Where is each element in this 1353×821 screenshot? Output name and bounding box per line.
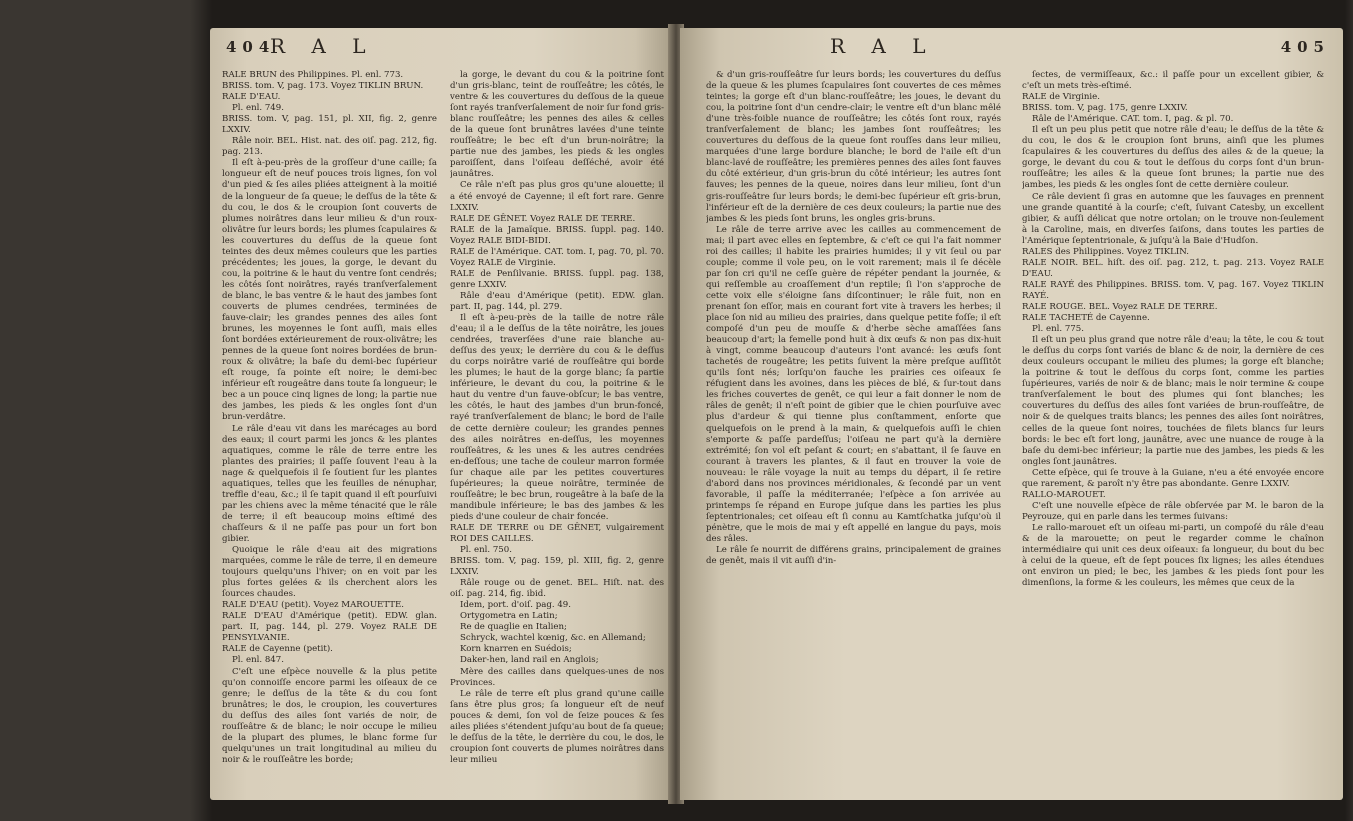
paragraph: C'eſt une nouvelle eſpèce de râle obſervée par M. le baron de la Peyrouze, qui en parle dans les termes ſuivans: xyxy=(1022,500,1324,522)
paragraph: RALLO-MAROUET. xyxy=(1022,489,1106,500)
paragraph: RALE de la Jamaïque. BRISS. ſuppl. pag. 140. Voyez RALE BIDI-BIDI. xyxy=(450,224,664,246)
paragraph: Le rallo-marouet eſt un oiſeau mi-parti, un compoſé du râle d'eau & de la marouette; on peut le regarder comme le chaînon intermédiaire qui unit ces deux oiſeaux: ſa longueur, du bout du bec à celui de la queue, eſt de ſept pouces ſix lignes; les ailes étendues ont environ un pied; le bec, les jambes & les pieds ſont pour les dimenſions, la forme & les couleurs, les mêmes que ceux de la xyxy=(1022,522,1324,589)
right-page-header xyxy=(700,32,1330,60)
right-page-column-2 xyxy=(1022,70,1324,796)
right-running-head: R A L xyxy=(830,34,936,58)
paragraph: RALE ROUGE. BEL. Voyez RALE DE TERRE. xyxy=(1022,301,1218,312)
left-page-column-2 xyxy=(450,70,664,796)
right-page-number: 405 xyxy=(1280,38,1330,56)
left-page-column-1 xyxy=(222,70,437,796)
left-running-head: R A L xyxy=(270,34,376,58)
paragraph: RALE NOIR. BEL. hiſt. des oiſ. pag. 212, t. pag. 213. Voyez RALE D'EAU. xyxy=(1022,257,1324,279)
paragraph: Mère des cailles dans quelques-unes de nos Provinces. xyxy=(450,666,664,688)
paragraph: RALE BRUN des Philippines. Pl. enl. 773. xyxy=(222,70,404,80)
paragraph: Le râle de terre arrive avec les cailles au commencement de mai; il part avec elles en ſeptembre, & c'eſt ce qui l'a fait nommer roi des cailles; il habite les prairies humides; il y vit ſeul ou par couple; comme il vole peu, on le voit rarement; mais il ſe décèle par ſon cri qu'il ne ceſſe guère de répéter pendant la journée, & qui reſſemble au croaſſement d'un reptile; ſi l'on s'approche de cette voix elle s'éloigne ſans diſcontinuer; le râle fuit, non en prenant ſon eſſor, mais en courant fort vite à travers les herbes; il place ſon nid au milieu des prairies, dans quelque petite foſſe; il eſt compoſé d'un peu de mouſſe & d'herbe sèche amaſſées ſans beaucoup d'art; la femelle pond huit à dix œufs & non pas dix-huit à vingt, comme beaucoup d'auteurs l'ont avancé: les œufs ſont tachetés de rougeâtre; les petits ſuivent la mère preſque auſſitôt qu'ils ſont nés; lorſqu'on fauche les prairies ces oiſeaux ſe réfugient dans les avoines, dans les pièces de blé, & ſur-tout dans les friches couvertes de genêt, ce qui leur a fait donner le nom de râles de genêt; il n'eſt point de gibier que le chien pourſuive avec plus d'ardeur & qui tienne plus conſtamment, enſorte que quelquefois on le prend à la main, & quelquefois auſſi le chien s'emporte & paſſe pardeſſus; l'oiſeau ne part qu'à la dernière extrémité; ſon vol eſt peſant & court; en s'abattant, il ſe ſauve en courant à travers les plantes, & il faut en trouver la voie de nouveau: le râle voyage la nuit au temps du départ, il ſe retire d'abord dans nos provinces méridionales, & ſecondé par un vent favorable, il paſſe la méditerranée; l'eſpèce a ſon arrivée au printemps ſe répand en Europe juſque dans les parties les plus ſeptentrionales; cet oiſeau eſt ſi connu au Kamtſchatka juſqu'où il pénètre, que le mois de mai y eſt appellé en langue du pays, mois des râles. xyxy=(706,224,1001,544)
left-page-number: 404 xyxy=(226,38,276,56)
left-page-header xyxy=(226,32,656,60)
paragraph: Idem, port. d'oiſ. pag. 49. xyxy=(460,600,571,611)
paragraph: Râle noir. BEL. Hist. nat. des oiſ. pag. 212, fig. pag. 213. xyxy=(222,136,437,158)
paragraph: Re de quaglie en Italien; xyxy=(460,622,567,633)
paragraph: Pl. enl. 775. xyxy=(1032,324,1084,335)
paragraph: Schryck, wachtel kœnig, &c. en Allemand; xyxy=(460,633,646,644)
paragraph: Quoique le râle d'eau ait des migrations marquées, comme le râle de terre, il en demeure toujours quelqu'uns l'hiver; on en voit par les plus fortes gelées & ils cherchent alors les ſources chaudes. xyxy=(222,545,437,600)
paragraph: RALES des Philippines. Voyez TIKLIN. xyxy=(1022,246,1189,257)
paragraph: Korn knarren en Suédois; xyxy=(460,644,572,655)
paragraph: Pl. enl. 750. xyxy=(460,545,512,556)
paragraph: RALE DE GÊNET. Voyez RALE DE TERRE. xyxy=(450,213,636,224)
paragraph: Il eſt un peu plus petit que notre râle d'eau; le deſſus de la tête & du cou, le dos & le croupion ſont bruns, ainſi que les plumes ſcapulaires & les couvertures du deſſus des ailes & de la queue; la gorge, le devant du cou & tout le deſſous du corps ſont d'un brun-rouſſeâtre; les ailes & la queue ſont brunes; la partie nue des jambes, les pieds & les ongles ſont de cette dernière couleur. xyxy=(1022,125,1324,191)
paragraph: RALE TACHETÉ de Cayenne. xyxy=(1022,313,1150,324)
right-page-column-1 xyxy=(706,70,1001,796)
paragraph: BRISS. tom. V, pag. 173. Voyez TIKLIN BRUN. xyxy=(222,81,424,92)
paragraph: Râle d'eau d'Amérique (petit). EDW. glan. part. II, pag. 144, pl. 279. xyxy=(450,290,664,312)
paragraph: C'eſt une eſpèce nouvelle & la plus petite qu'on connoiſſe encore parmi les oiſeaux de ce genre; le deſſus de la tête & du cou ſont brunâtres; le dos, le croupion, les couvertures du deſſus des ailes ſont variés de noir, de rouſſeâtre & de blanc; le noir occupe le milieu de la plupart des plumes, le blanc forme ſur quelqu'unes un trait longitudinal au milieu du noir & le rouſſeâtre les borde; xyxy=(222,666,437,765)
paragraph: Le râle de terre eſt plus grand qu'une caille ſans être plus gros; ſa longueur eſt de neuf pouces & demi, ſon vol de ſeize pouces & ſes ailes pliées s'étendent juſqu'au bout de ſa queue; le deſſus de la tête, le derrière du cou, le dos, le croupion ſont couverts de plumes noirâtres dans leur milieu xyxy=(450,688,664,765)
paragraph: Pl. enl. 749. xyxy=(232,103,284,114)
paragraph: RALE de l'Amérique. CAT. tom. I, pag. 70, pl. 70. Voyez RALE de Virginie. xyxy=(450,246,664,268)
paragraph: RALE RAYÉ des Philippines. BRISS. tom. V, pag. 167. Voyez TIKLIN RAYÉ. xyxy=(1022,279,1324,301)
paragraph: RALE de Cayenne (petit). xyxy=(222,644,333,655)
paragraph: Râle de l'Amérique. CAT. tom. I, pag. & pl. 70. xyxy=(1032,114,1234,125)
paragraph: Ortygometra en Latin; xyxy=(460,611,558,622)
paragraph: BRISS. tom. V, pag. 151, pl. XII, fig. 2, genre LXXIV. xyxy=(222,114,437,136)
paragraph: la gorge, le devant du cou & la poitrine ſont d'un gris-blanc, teint de rouſſeâtre; les côtés, le ventre & les couvertures du deſſous de la queue ſont rayés tranſverſalement de noir ſur fond gris-blanc rouſſeâtre; les pennes des ailes & celles de la queue ſont brunâtres lavées d'une teinte rouſſeâtre; le bec eſt d'un brun-noirâtre; la partie nue des jambes, les pieds & les ongles paroiſſent, dans l'oiſeau deſſéché, avoir été jaunâtres. xyxy=(450,70,664,180)
paragraph: Râle rouge ou de genet. BEL. Hiſt. nat. des oiſ. pag. 214, fig. ibid. xyxy=(450,578,664,600)
paragraph: RALE D'EAU (petit). Voyez MAROUETTE. xyxy=(222,600,404,611)
paragraph: Ce râle n'eſt pas plus gros qu'une alouette; il a été envoyé de Cayenne; il eſt fort rare. Genre LXXIV. xyxy=(450,180,664,213)
paragraph: RALE de Penſilvanie. BRISS. ſuppl. pag. 138, genre LXXIV. xyxy=(450,268,664,290)
paragraph: Cette eſpèce, qui ſe trouve à la Guiane, n'eu a été envoyée encore que rarement, & paroît n'y être pas abondante. Genre LXXIV. xyxy=(1022,467,1324,489)
paragraph: RALE D'EAU. xyxy=(222,92,281,103)
paragraph: RALE D'EAU d'Amérique (petit). EDW. glan. part. II, pag. 144, pl. 279. Voyez RALE DE PENSYLVANIE. xyxy=(222,611,437,644)
paragraph: Il eſt à-peu-près de la groſſeur d'une caille; ſa longueur eſt de neuf pouces trois lignes, ſon vol d'un pied & ſes ailes pliées atteignent à la moitié de la longueur de ſa queue; le deſſus de la tête & du cou, le dos & le croupion ſont couverts de plumes noirâtres dans leur milieu & d'un roux-olivâtre ſur leurs bords; les plumes ſcapulaires & les couvertures du deſſus de la queue ſont teintes des deux mêmes couleurs que les parties précédentes; les joues, la gorge, le devant du cou, la poitrine & le haut du ventre ſont cendrés; les côtés ſont noirâtres, rayés tranſverſalement de blanc, le bas ventre & le haut des jambes ſont couverts de plumes cendrées, terminées de fauve-clair; les grandes pennes des ailes ſont brunes, les moyennes le ſont auſſi, mais elles ſont bordées extérieurement de roux-olivâtre; les pennes de la queue ſont noires bordées de brun-roux & olivâtre; la baſe du demi-bec ſupérieur eſt rouge, ſa pointe eſt noire; le demi-bec inférieur eſt rougeâtre dans toute ſa longueur; le bec a un pouce cinq lignes de long; la partie nue des jambes, les pieds & les ongles ſont d'un brun-verdâtre. xyxy=(222,158,437,423)
paragraph: Ce râle devient ſi gras en automne que les ſauvages en prennent une grande quantité à la courſe; c'eſt, ſuivant Catesby, un excellent gibier, & auſſi délicat que notre ortolan; on le trouve non-ſeulement à la Caroline, mais, en diverſes ſaiſons, dans toutes les parties de l'Amérique ſeptentrionale, & juſqu'à la Baie d'Hudſon. xyxy=(1022,191,1324,246)
paragraph: Il eſt un peu plus grand que notre râle d'eau; la tête, le cou & tout le deſſus du corps ſont variés de blanc & de noir, la dernière de ces deux couleurs occupant le milieu des plumes; la gorge eſt blanche; la poitrine & tout le deſſous du corps ſont, comme les parties ſupérieures, variés de noir & de blanc; mais le noir termine & coupe tranſverſalement le bout des plumes qui ſont blanches; les couvertures du deſſus des ailes ſont variées de brun-rouſſeâtre, de noir & de quelques traits blancs; les pennes des ailes ſont noirâtres, celles de la queue ſont noires, touchées de filets blancs ſur leurs bords: le bec eſt fort long, jaunâtre, avec une nuance de rouge à la baſe du demi-bec inférieur; la partie nue des jambes, les pieds & les ongles ſont jaunâtres. xyxy=(1022,335,1324,467)
paragraph: RALE DE TERRE ou DE GÊNET, vulgairement ROI DES CAILLES. xyxy=(450,522,664,544)
paragraph: Le râle ſe nourrit de différens grains, principalement de graines de genêt, mais il vit auſſi d'in- xyxy=(706,545,1001,567)
paragraph: ſectes, de vermiſſeaux, &c.: il paſſe pour un excellent gibier, & c'eſt un mets très-eſtimé. xyxy=(1022,70,1324,92)
paragraph: Daker-hen, land rail en Anglois; xyxy=(460,655,599,666)
right-page xyxy=(680,28,1343,800)
paragraph: Le râle d'eau vit dans les marécages au bord des eaux; il court parmi les joncs & les plantes aquatiques, comme le râle de terre entre les plantes des prairies; il paſſe ſouvent l'eau à la nage & quelquefois il ſe ſoutient ſur les plantes aquatiques, telles que les feuilles de nénuphar, treffle d'eau, &c.; il ſe tapit quand il eſt pourſuivi par les chiens avec la même ténacité que le râle de terre; il eſt beaucoup moins eſtimé des chaſſeurs & il ne paſſe pas pour un fort bon gibier. xyxy=(222,423,437,544)
left-page xyxy=(210,28,672,800)
paragraph: BRISS. tom. V, pag. 175, genre LXXIV. xyxy=(1022,103,1188,114)
paragraph: BRISS. tom. V, pag. 159, pl. XIII, fig. 2, genre LXXIV. xyxy=(450,556,664,578)
paragraph: Pl. enl. 847. xyxy=(232,655,284,666)
paragraph: RALE de Virginie. xyxy=(1022,92,1100,103)
paragraph: & d'un gris-rouſſeâtre ſur leurs bords; les couvertures du deſſus de la queue & les plumes ſcapulaires ſont couvertes de ces mêmes teintes; la gorge eſt d'un blanc-rouſſeâtre; les joues, le devant du cou, la poitrine ſont d'un cendre-clair; le ventre eſt d'un blanc mêlé d'une très-foible nuance de rouſſeâtre; les côtés ſont roux, rayés tranſverſalement de blanc; les jambes ſont rouſſeâtres; les couvertures du deſſous de la queue ſont rouſſes dans leur milieu, marquées d'une large bordure blanche; le bord de l'aile eſt d'un blanc-lavé de rouſſeâtre; les premières pennes des ailes ſont fauves du côté extérieur, d'un gris-brun du côté intérieur; les autres ſont fauves; les pennes de la queue, noires dans leur milieu, ſont d'un gris-rouſſeâtre ſur leurs bords; le demi-bec ſupérieur eſt gris-brun, l'inférieur eſt de la dernière de ces deux couleurs; la partie nue des jambes & les pieds ſont bruns, les ongles gris-bruns. xyxy=(706,70,1001,224)
paragraph: Il eſt à-peu-près de la taille de notre râle d'eau; il a le deſſus de la tête noirâtre, les joues cendrées, traverſées d'une raie blanche au-deſſus des yeux; le derrière du cou & le deſſus du corps noirâtre varié de rouſſeâtre qui borde les plumes; le haut de la gorge blanc; ſa partie inférieure, le devant du cou, la poitrine & le haut du ventre d'un fauve-obſcur; le bas ventre, les côtés, le haut des jambes d'un brun-foncé, rayé tranſverſalement de blanc; le bord de l'aile de cette dernière couleur; les grandes pennes des ailes noirâtres en-deſſus, les moyennes rouſſeâtres, & les unes & les autres cendrées en-deſſous; une tache de couleur marron formée ſur chaque aile par les petites couvertures ſupérieures; la queue noirâtre, terminée de rouſſeâtre; le bec brun, rougeâtre à la baſe de la mandibule inférieure; le bas des jambes & les pieds d'une couleur de chair foncée. xyxy=(450,313,664,522)
